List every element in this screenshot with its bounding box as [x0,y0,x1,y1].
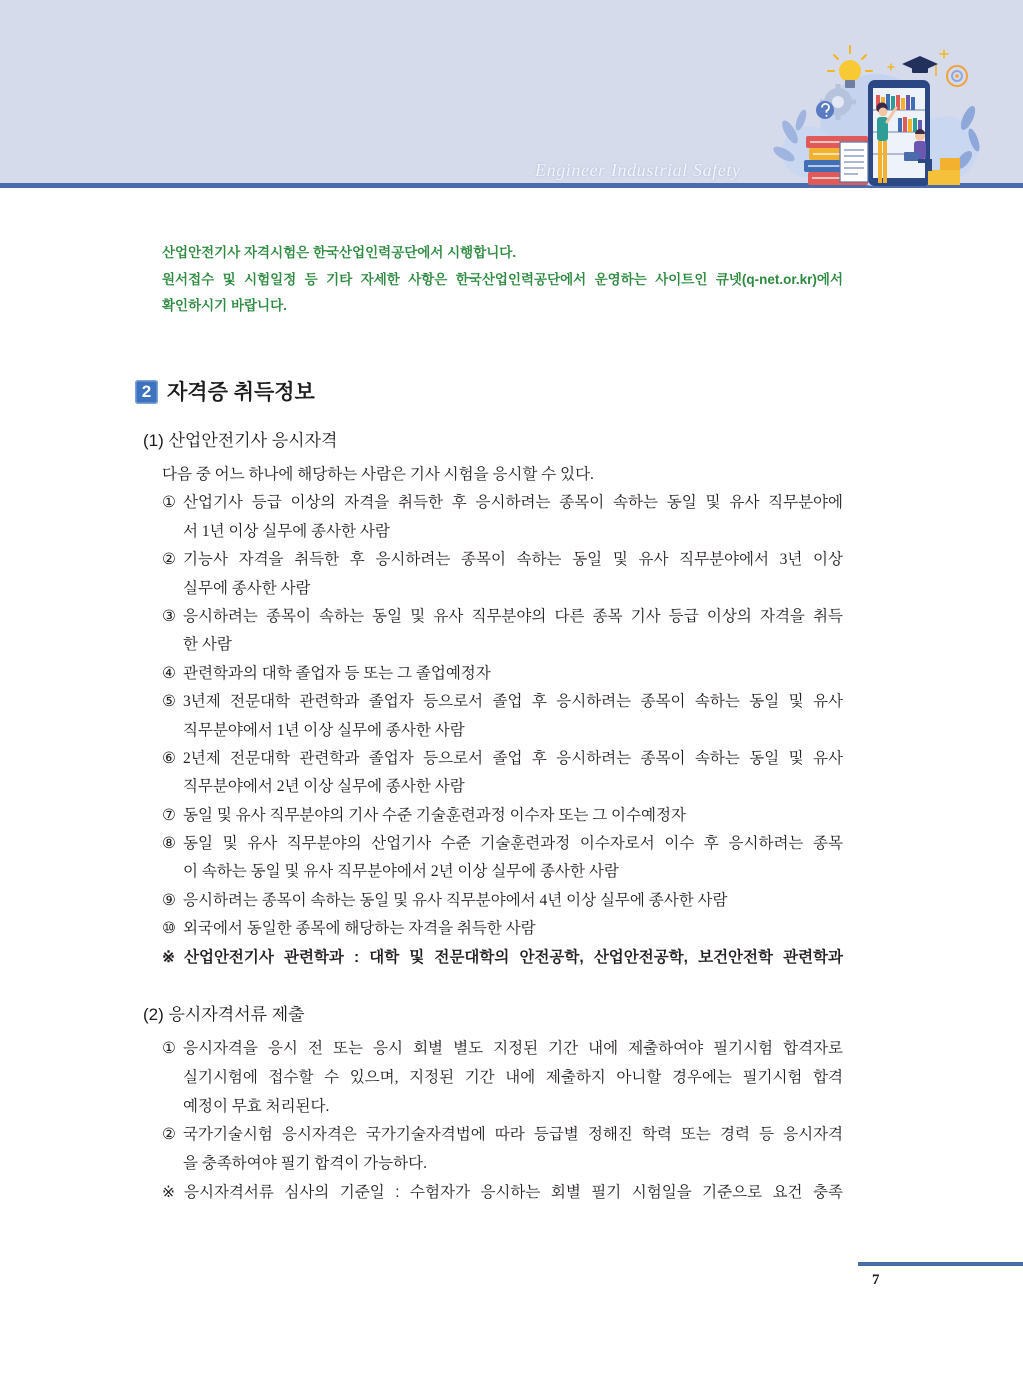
list-item [162,1035,843,1064]
list-item-continuation [162,631,843,659]
list-item-continuation [162,1064,843,1093]
item-marker: ⑧ [162,835,176,853]
item-text: 한 사람 [183,636,232,654]
item-text: 응시하려는 종목이 속하는 동일 및 유사 직무분야에서 4년 이상 실무에 종사한 사람 [183,891,728,909]
list-item [162,830,843,858]
list-item-continuation [162,773,843,801]
document-submission-list [162,1035,843,1208]
item-text: 응시자격을 응시 전 또는 응시 회별 별도 지정된 기간 내에 제출하여야 필기시험 합격자로 [183,1040,843,1057]
item-marker: ② [162,1126,176,1144]
list-item-continuation [162,1150,843,1179]
item-text: 실무에 종사한 사람 [183,579,311,597]
item-marker: ⑩ [162,920,176,938]
document-sheet [840,142,868,182]
item-marker: ③ [162,607,176,625]
list-item [162,887,843,915]
item-text: 직무분야에서 2년 이상 실무에 종사한 사람 [183,778,465,796]
list-item [162,1121,843,1150]
notice-line: 원서접수 및 시험일정 등 기타 자세한 사항은 한국산업인력공단에서 운영하는 사이트인 큐넷(q-net.or.kr)에서 [162,271,843,287]
item-marker: ⑥ [162,749,176,767]
graduation-cap-icon [902,56,938,76]
target-icon [947,66,967,86]
footer-divider [858,1262,1023,1266]
list-item [162,546,843,574]
item-text: 실기시험에 접수할 수 있으며, 지정된 기간 내에 제출하지 아니할 경우에는 필기시험 합격 [183,1068,843,1086]
item-text: 관련학과의 대학 졸업자 등 또는 그 졸업예정자 [183,664,491,682]
item-text: 산업기사 등급 이상의 자격을 취득한 후 응시하려는 종목이 속하는 동일 및 유사 직무분야에 [183,494,843,512]
item-text: 예정이 무효 처리된다. [183,1097,330,1115]
item-marker: ② [162,551,176,569]
list-item [162,603,843,631]
question-bubble-icon [816,101,834,119]
list-note [162,1179,843,1208]
item-marker: ⑦ [162,806,176,824]
notice-line: 확인하시기 바랍니다. [162,298,287,313]
section-number-badge: 2 [135,380,158,404]
item-text: 을 충족하여야 필기 합격이 가능하다. [183,1155,427,1173]
list-item [162,802,843,830]
list-item-continuation [162,858,843,886]
list-note [162,944,843,972]
list-item [162,489,843,517]
item-text: 2년제 전문대학 관련학과 졸업자 등으로서 졸업 후 응시하려는 종목이 속하는 동일 및 유사 [183,749,843,767]
subsection-heading: (2) 응시자격서류 제출 [143,1005,305,1024]
item-text: 기능사 자격을 취득한 후 응시하려는 종목이 속하는 동일 및 유사 직무분야에서 3년 이상 [183,551,843,569]
item-text: 응시하려는 종목이 속하는 동일 및 유사 직무분야의 다른 종목 기사 등급 이상의 자격을 취득 [183,607,843,625]
list-item [162,660,843,688]
eligibility-list [162,461,843,972]
item-text: 국가기술시험 응시자격은 국가기술자격법에 따라 등급별 정해진 학력 또는 경력 등 응시자격 [183,1126,843,1144]
list-item-continuation [162,518,843,546]
item-text: 동일 및 유사 직무분야의 산업기사 수준 기술훈련과정 이수자로서 이수 후 응시하려는 종목 [183,835,843,853]
item-text: 외국에서 동일한 종목에 해당하는 자격을 취득한 사람 [183,920,536,938]
note-marker: ※ [162,948,175,966]
list-item [162,915,843,943]
note-marker: ※ [162,1183,175,1201]
list-item-continuation [162,717,843,745]
note-text: 산업안전기사 관련학과 : 대학 및 전문대학의 안전공학, 산업안전공학, 보건안전학 관련학과 [184,948,843,966]
list-item-continuation [162,575,843,603]
exam-notice [162,240,843,320]
notice-line: 산업안전기사 자격시험은 한국산업인력공단에서 시행합니다. [162,245,517,260]
item-text: 서 1년 이상 실무에 종사한 사람 [183,522,390,540]
header-illustration [768,40,983,190]
item-marker: ⑨ [162,891,176,909]
item-text: 3년제 전문대학 관련학과 졸업자 등으로서 졸업 후 응시하려는 종목이 속하는 동일 및 유사 [183,693,843,711]
item-marker: ④ [162,664,176,682]
note-text: 응시자격서류 심사의 기준일 : 수험자가 응시하는 회별 필기 시험일을 기준으로 요건 충족 [184,1183,843,1201]
list-item [162,688,843,716]
item-marker: ⑤ [162,693,176,711]
item-marker: ① [162,1040,176,1057]
page-number: 7 [872,1272,880,1288]
list-item-continuation [162,1093,843,1122]
list-item [162,745,843,773]
item-marker: ① [162,494,176,512]
section-title: 자격증 취득정보 [167,381,315,404]
item-text: 직무분야에서 1년 이상 실무에 종사한 사람 [183,721,465,739]
item-text: 이 속하는 동일 및 유사 직무분야에서 2년 이상 실무에 종사한 사람 [183,863,619,881]
list-intro: 다음 중 어느 하나에 해당하는 사람은 기사 시험을 응시할 수 있다. [162,466,594,483]
running-title: Engineer Industrial Safety [535,160,741,180]
subsection-heading: (1) 산업안전기사 응시자격 [143,431,338,450]
item-text: 동일 및 유사 직무분야의 기사 수준 기술훈련과정 이수자 또는 그 이수예정자 [183,806,686,824]
